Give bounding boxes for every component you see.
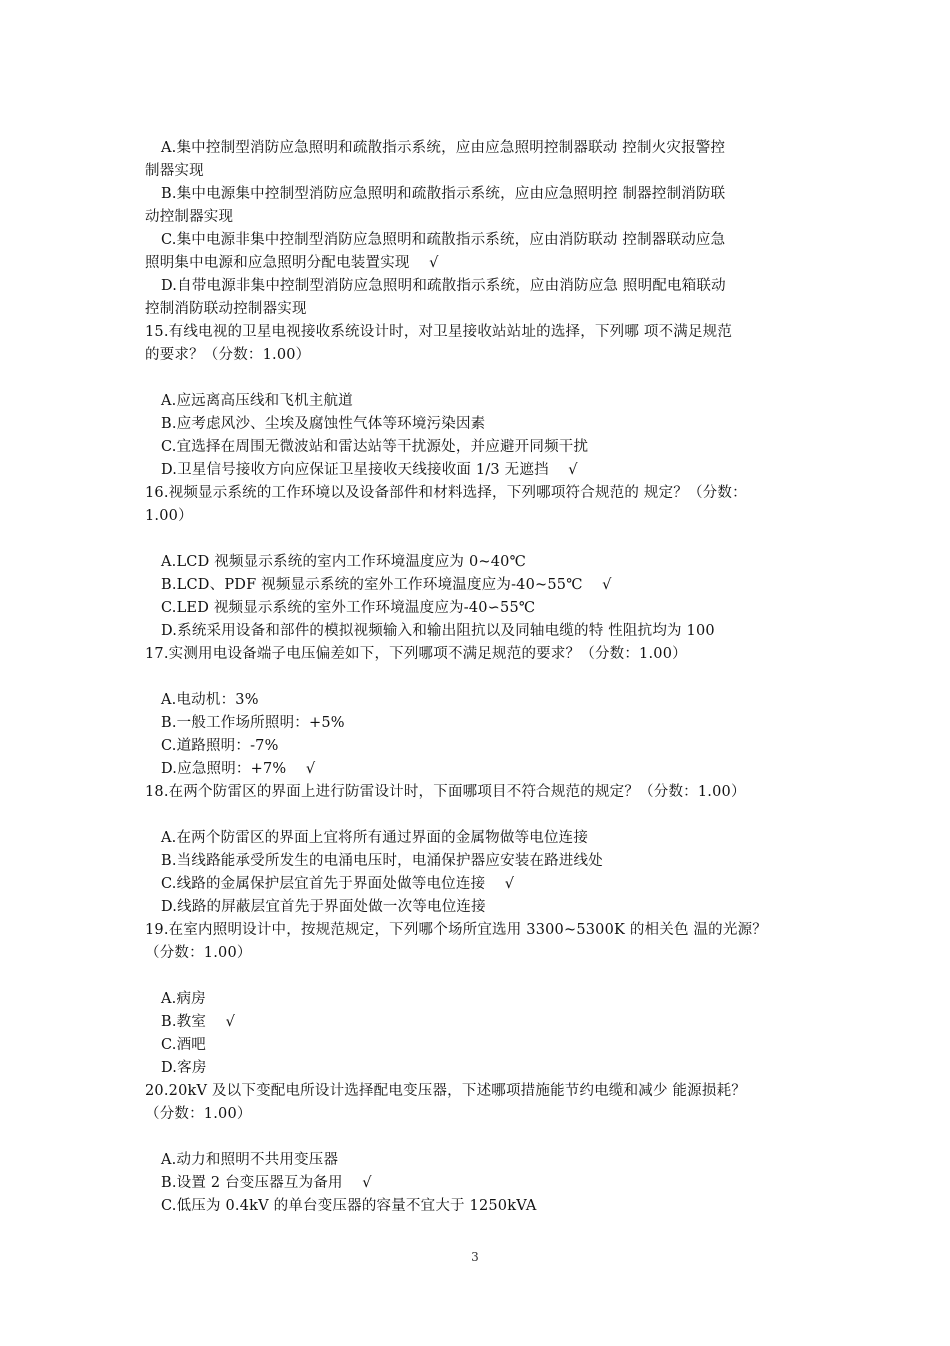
text-continuation: （分数：1.00） xyxy=(145,1106,252,1122)
page-number: 3 xyxy=(471,1250,479,1264)
text-continuation: 照明集中电源和应急照明分配电装置实现 √ xyxy=(145,255,439,271)
blank-line xyxy=(145,666,815,689)
question-stem: 17.实测用电设备端子电压偏差如下，下列哪项不满足规范的要求？（分数：1.00） xyxy=(145,646,687,662)
answer-option: A.应远离高压线和飞机主航道 xyxy=(161,393,353,409)
answer-option: C.低压为 0.4kV 的单台变压器的容量不宜大于 1250kVA xyxy=(161,1198,537,1214)
blank-line xyxy=(145,965,815,988)
answer-option: D.系统采用设备和部件的模拟视频输入和输出阻抗以及同轴电缆的特 性阻抗均为 100 xyxy=(161,623,715,639)
question-stem: 20.20kV 及以下变配电所设计选择配电变压器，下述哪项措施能节约电缆和减少 能源损耗？ xyxy=(145,1083,746,1099)
question-stem: 19.在室内照明设计中，按规范规定，下列哪个场所宜选用 3300~5300K 的相关色 温的光源？ xyxy=(145,922,767,938)
blank-line xyxy=(145,528,815,551)
answer-option: B.设置 2 台变压器互为备用 √ xyxy=(161,1175,372,1191)
answer-option: C.酒吧 xyxy=(161,1037,206,1053)
answer-option: A.动力和照明不共用变压器 xyxy=(161,1152,339,1168)
question-content xyxy=(145,137,815,1218)
answer-option: A.集中控制型消防应急照明和疏散指示系统，应由应急照明控制器联动 控制火灾报警控 xyxy=(161,140,726,156)
answer-option: B.教室 √ xyxy=(161,1014,236,1030)
blank-line xyxy=(145,804,815,827)
answer-option: A.电动机：3% xyxy=(161,692,259,708)
answer-option: C.宜选择在周围无微波站和雷达站等干扰源处，并应避开同频干扰 xyxy=(161,439,589,455)
answer-option: C.线路的金属保护层宜首先于界面处做等电位连接 √ xyxy=(161,876,515,892)
answer-option: D.线路的屏蔽层宜首先于界面处做一次等电位连接 xyxy=(161,899,486,915)
question-stem: 18.在两个防雷区的界面上进行防雷设计时，下面哪项目不符合规范的规定？（分数：1.00） xyxy=(145,784,746,800)
answer-option: C.LED 视频显示系统的室外工作环境温度应为-40∽55℃ xyxy=(161,600,536,616)
answer-option: A.在两个防雷区的界面上宜将所有通过界面的金属物做等电位连接 xyxy=(161,830,589,846)
answer-option: A.LCD 视频显示系统的室内工作环境温度应为 0~40℃ xyxy=(161,554,526,570)
text-continuation: （分数：1.00） xyxy=(145,945,252,961)
answer-option: B.一般工作场所照明：+5% xyxy=(161,715,345,731)
answer-option: C.道路照明：-7% xyxy=(161,738,279,754)
text-continuation: 1.00） xyxy=(145,508,193,524)
blank-line xyxy=(145,1126,815,1149)
answer-option: A.病房 xyxy=(161,991,206,1007)
answer-option: D.应急照明：+7% √ xyxy=(161,761,316,777)
blank-line xyxy=(145,367,815,390)
text-continuation: 制器实现 xyxy=(145,163,204,179)
answer-option: B.LCD、PDF 视频显示系统的室外工作环境温度应为-40~55℃ √ xyxy=(161,577,612,593)
question-stem: 15.有线电视的卫星电视接收系统设计时，对卫星接收站站址的选择，下列哪 项不满足规范 xyxy=(145,324,733,340)
answer-option: B.集中电源集中控制型消防应急照明和疏散指示系统，应由应急照明控 制器控制消防联 xyxy=(161,186,726,202)
answer-option: D.卫星信号接收方向应保证卫星接收天线接收面 1/3 无遮挡 √ xyxy=(161,462,578,478)
answer-option: B.当线路能承受所发生的电涌电压时，电涌保护器应安装在路进线处 xyxy=(161,853,603,869)
answer-option: D.自带电源非集中控制型消防应急照明和疏散指示系统，应由消防应急 照明配电箱联动 xyxy=(161,278,726,294)
text-continuation: 控制消防联动控制器实现 xyxy=(145,301,307,317)
answer-option: C.集中电源非集中控制型消防应急照明和疏散指示系统，应由消防联动 控制器联动应急 xyxy=(161,232,726,248)
question-stem: 16.视频显示系统的工作环境以及设备部件和材料选择，下列哪项符合规范的 规定？（分数： xyxy=(145,485,747,501)
answer-option: D.客房 xyxy=(161,1060,207,1076)
answer-option: B.应考虑风沙、尘埃及腐蚀性气体等环境污染因素 xyxy=(161,416,486,432)
text-continuation: 动控制器实现 xyxy=(145,209,234,225)
text-continuation: 的要求？（分数：1.00） xyxy=(145,347,311,363)
